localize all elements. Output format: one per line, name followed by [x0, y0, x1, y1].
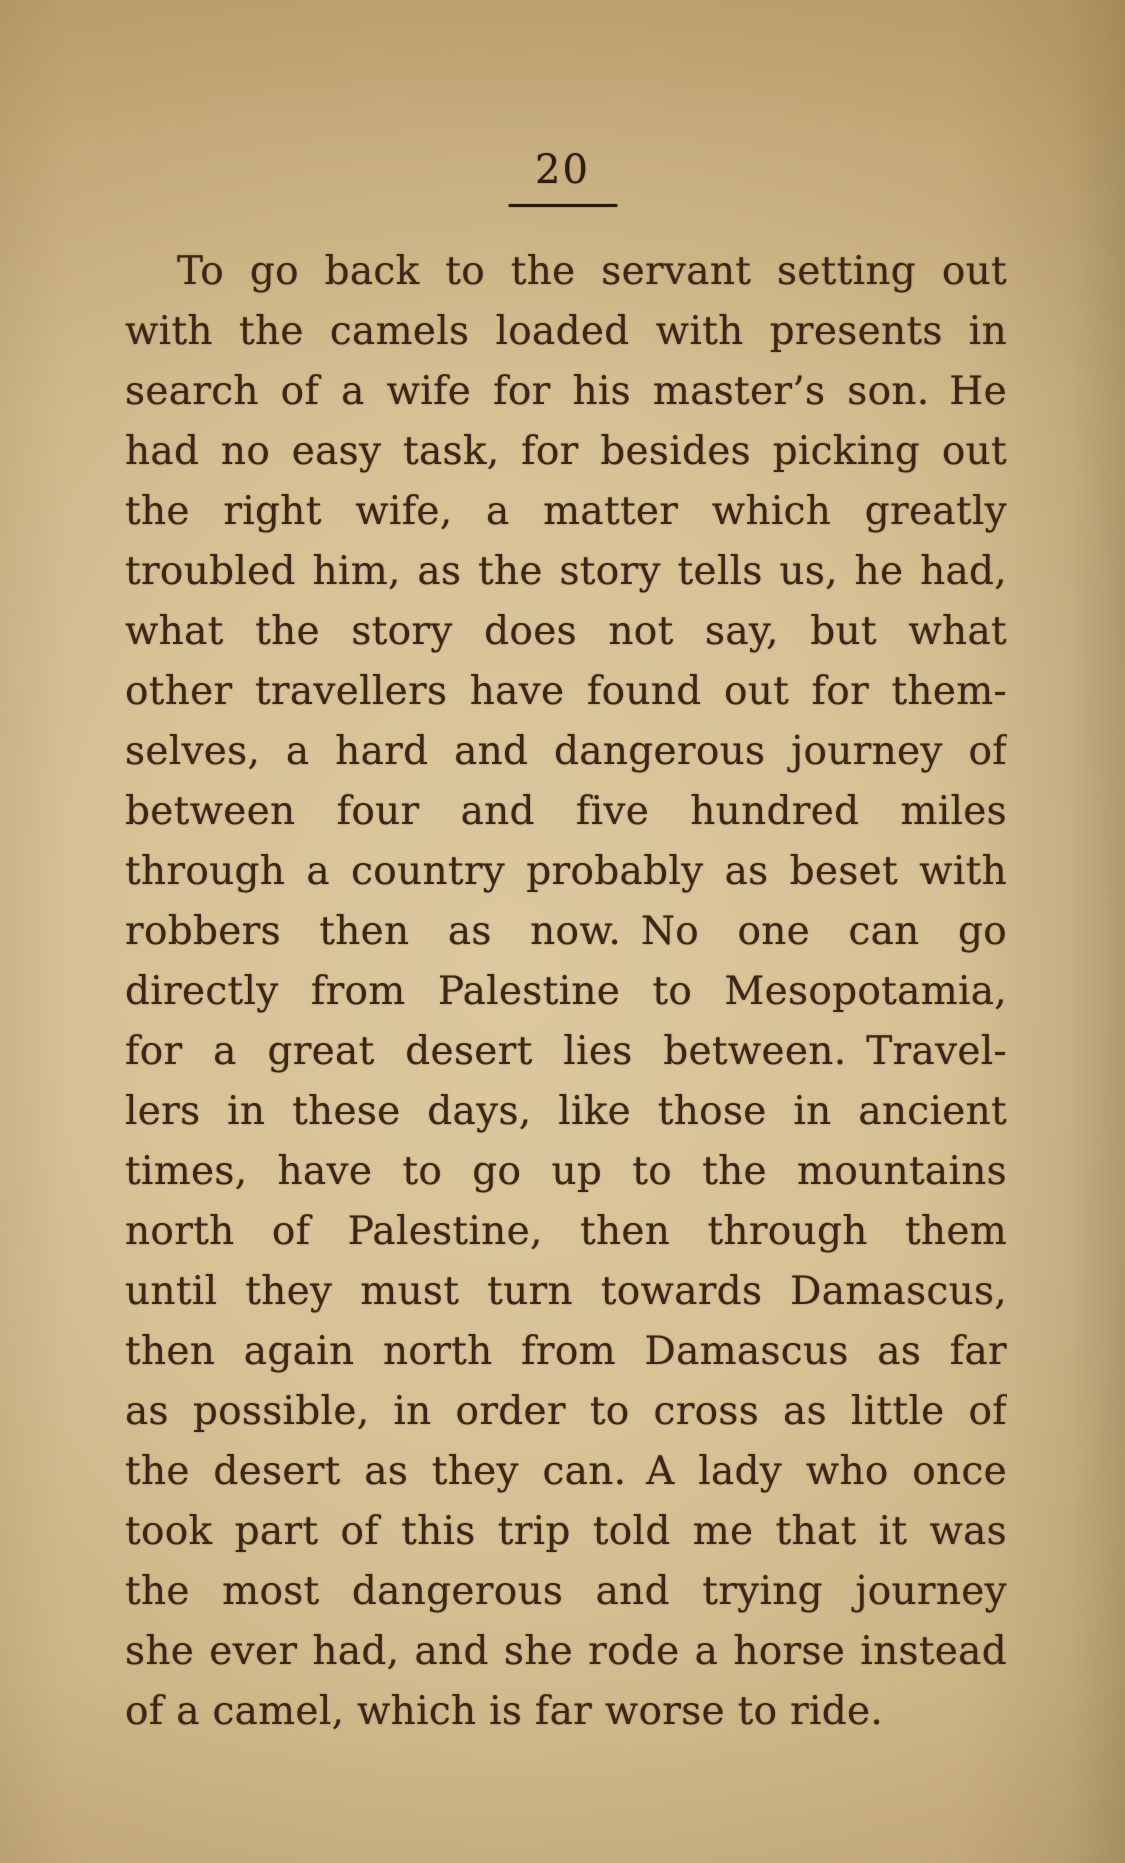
- text-line: between four and five hundred miles: [125, 789, 1007, 834]
- text-line: had no easy task, for besides picking out: [125, 429, 1007, 474]
- page-number-rule: [508, 204, 617, 207]
- text-line: search of a wife for his master’s son. He: [125, 369, 1007, 414]
- text-line: for a great desert lies between. Travel-: [125, 1029, 1007, 1074]
- text-line: times, have to go up to the mountains: [125, 1149, 1007, 1194]
- text-line: through a country probably as beset with: [125, 849, 1007, 894]
- text-line: what the story does not say, but what: [125, 609, 1007, 654]
- paragraph: [125, 242, 1007, 1742]
- text-line: with the camels loaded with presents in: [125, 309, 1007, 354]
- text-line: To go back to the servant setting out: [177, 249, 1007, 294]
- text-line: lers in these days, like those in ancient: [125, 1089, 1007, 1134]
- text-line: north of Palestine, then through them: [125, 1209, 1007, 1254]
- text-line: she ever had, and she rode a horse instead: [125, 1629, 1007, 1674]
- text-line: selves, a hard and dangerous journey of: [125, 729, 1007, 774]
- page-number: 20: [535, 147, 590, 193]
- text-line: other travellers have found out for them-: [125, 669, 1007, 714]
- text-line: the most dangerous and trying journey: [125, 1569, 1007, 1614]
- text-line: robbers then as now. No one can go: [125, 909, 1007, 954]
- text-line: directly from Palestine to Mesopotamia,: [125, 969, 1007, 1014]
- text-line: then again north from Damascus as far: [125, 1329, 1007, 1374]
- text-line: the right wife, a matter which greatly: [125, 489, 1007, 534]
- text-line: of a camel, which is far worse to ride.: [125, 1689, 884, 1734]
- text-line: as possible, in order to cross as little of: [125, 1389, 1007, 1434]
- text-line: until they must turn towards Damascus,: [125, 1269, 1007, 1314]
- text-line: the desert as they can. A lady who once: [125, 1449, 1007, 1494]
- text-line: took part of this trip told me that it was: [125, 1509, 1007, 1554]
- text-line: troubled him, as the story tells us, he had,: [125, 549, 1007, 594]
